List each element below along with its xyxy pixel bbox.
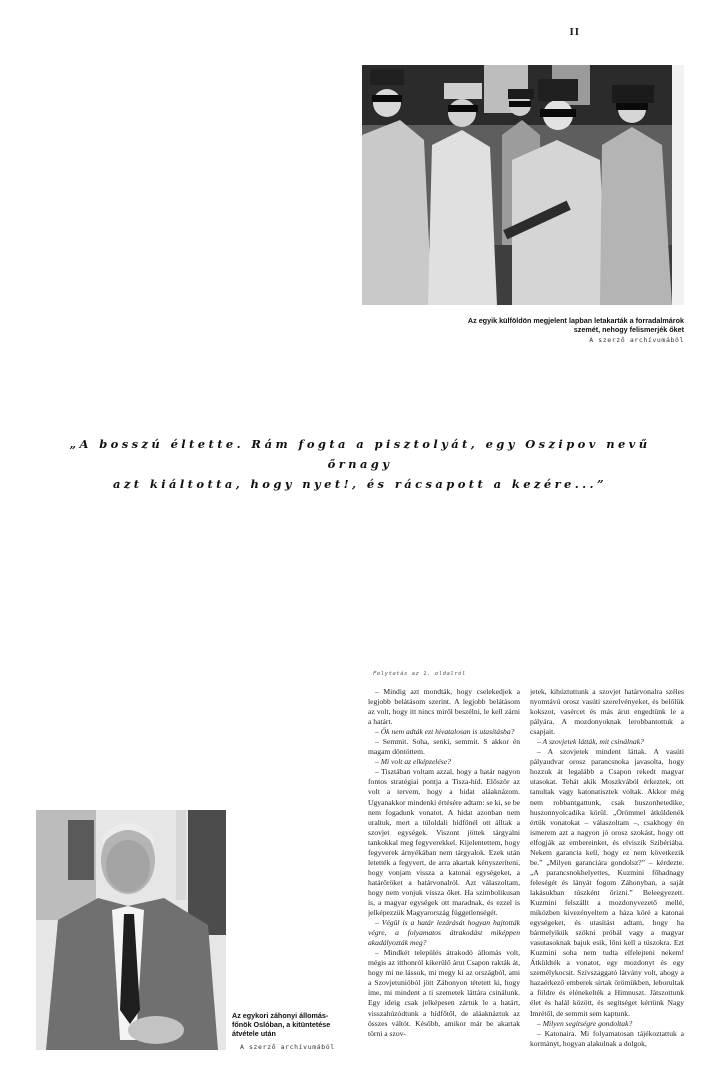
paragraph: – Semmit. Soha, senki, semmit. S akkor én magam döntöttem. <box>368 737 520 757</box>
question: – Ők nem adták ezt hivatalosan is utasításba? <box>375 727 515 737</box>
station-master-photo <box>36 810 226 1050</box>
bottom-photo-caption <box>232 1011 340 1038</box>
paragraph: – Mindkét település átrakodó állomás volt, mégis az itthonról kikerülő árut Csapon rakták át, hogy mi ne lássuk, mi megy ki az országból, ami a Szovjetunióból jött Záhonyon tétetett ki, hogy íme, mi mindent a ti szemetek láttára csinálunk. Egy ideig csak jelképesen zártuk le a határt, visszahúzódtunk a hídfőtől, de aláaknáztuk az összes váltót. Később, amikor már be akartak törni a szov- <box>368 948 520 1038</box>
bottom-caption-line-2: főnök Oslóban, a kitüntetése <box>232 1020 331 1029</box>
continued-note: Folytatás az 1. oldalról <box>373 671 466 677</box>
pull-quote-line-1: „A bosszú éltette. Rám fogta a pisztolyát, egy Oszipov nevű őrnagy <box>69 437 651 471</box>
pull-quote-line-2: azt kiáltotta, hogy nyet!, és rácsapott a kezére...” <box>113 477 607 491</box>
paragraph: – Katonaira. Mi folyamatosan tájékoztattuk a kormányt, hogyan alakulnak a dolgok, <box>530 1028 684 1048</box>
question: – A szovjetek látták, mit csinálnak? <box>537 737 644 747</box>
paragraph: jetek, kihúztuttunk a szovjet határvonalra széles nyomtávú orosz vasúti szerelvényeket, és belőlük kokszot, vasércet és más árut engedtünk le a pályára. A mozdonyoknak lerobbantottuk a csapjait. <box>530 687 684 737</box>
revolutionaries-photo <box>362 65 684 305</box>
question: – Végül is a határ lezárását hogyan hajtották végre, a folyamatos átrakodást miképpen akadályozták meg? <box>368 918 520 948</box>
paragraph: – Mindig azt mondták, hogy cselekedjek a legjobb belátásom szerint. A legjobb belátásom az volt, hogy itt nincs miről beszélni, le kell zárni a határt. <box>368 687 520 727</box>
article-column-2 <box>530 687 684 1057</box>
top-photo-credit: A szerző archívumából <box>589 336 684 344</box>
top-caption-line-1: Az egyik külföldön megjelent lapban letakarták a forradalmárok <box>467 316 684 325</box>
paragraph: – Tisztában voltam azzal, hogy a határ nagyon fontos stratégiai pontja a Tisza-híd. Először az volt a tervem, hogy a hidat aláaknázom. Ugyanakkor mindenki értésére adtam: se ki, se be nem fogadunk vonatot. A hidat azonban nem uraltuk, mert a túloldali hídfőnél ott álltak a szovjet egységek. Viszont jöttek tárgyalni tankokkal meg fegyverekkel. Kijelentettem, hogy fegyverek árnyékában nem tárgyalok. Ezek után letették a fegyvert, de arra akartak kényszeríteni, hogy vonjam vissza a katonai egységeket, a határőröket a határvonalról. Azt válaszoltam, hogy nem vonjuk vissza őket. Ha szimbolikusan is, a magyar egységek ott maradnak, és ezzel is jelképezzük Magyarország függetlenségét. <box>368 767 520 918</box>
page-number: II <box>569 26 580 38</box>
paragraph: – A szovjetek mindent láttak. A vasúti pályaudvar orosz parancsnoka javasolta, hogy hozzuk át legalább a Csapon rekedt magyar utasokat. Tehát akik Moszkvából érkeztek, ott tanultak vagy katonatisztek voltak. Akkor még nem robbantgattunk, csak huszonhetedike, huszonnyolcadika körül. „Örömmel átküldenék értük vonatokat – válaszoltam –, csakhogy én ismerem azt a nagyon jó orosz szokást, hogy ott elfogják az embereinket, és elviszik Szibériába. Nekem garancia kell, hogy ez nem következik be.” „Milyen garanciára gondolsz?” – kérdezte. „A parancsnokhelyettes, Kuzmini főhadnagy feleségét és lányát fogom Záhonyban, a saját lakásukban túszként őrizni.” Beleegyezett. Kuzmini felszállt a mozdonyvezető mellé, miközben kivezényeltem a háza köré a katonai egységeket, és utasítást adtam, hogy ha bármelyikük szökni próbál vagy a magyar vasutasoknak bajuk esik, lőni kell a túszokra. Ezt Kuzmini soha nem tudta elfelejteni nekem! Átküldték a vonatot, egy mozdonyt és egy személykocsit. Szívszaggató látvány volt, ahogy a hazaérkező emberek sírtak örömükben, leborultak a földre és elénekelték a Himnuszt. Játszottunk élet és halál között, és segítséget kértünk Nagy Imrétől, de semmit sem kaptunk. <box>530 747 684 1018</box>
question: – Milyen segítségre gondoltak? <box>537 1018 633 1028</box>
question: – Mi volt az elképzelése? <box>375 757 451 767</box>
bottom-photo <box>36 810 226 1050</box>
top-photo-caption <box>440 316 684 334</box>
top-caption-line-2: szemét, nehogy felismerjék őket <box>573 325 684 334</box>
bottom-photo-credit: A szerző archívumából <box>240 1043 335 1051</box>
pull-quote <box>40 434 680 494</box>
bottom-caption-line-3: átvétele után <box>232 1029 276 1038</box>
bottom-caption-line-1: Az egykori záhonyi állomás- <box>232 1011 329 1020</box>
top-photo <box>362 65 684 305</box>
article-column-1 <box>368 687 520 1057</box>
